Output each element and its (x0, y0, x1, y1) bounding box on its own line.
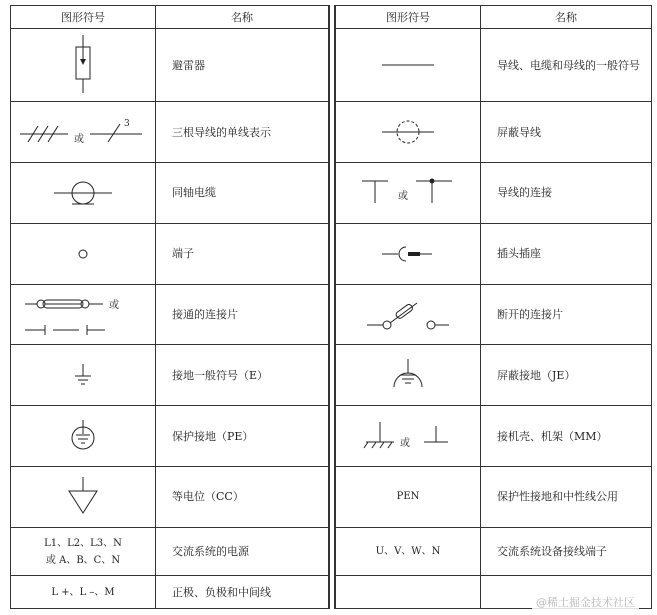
screened-conductor-icon (336, 102, 481, 163)
table-row (336, 29, 652, 102)
table-row (11, 467, 329, 528)
row-name: 断开的连接片 (481, 284, 652, 345)
watermark: @稀土掘金技术社区 (532, 593, 639, 611)
right-table (335, 5, 652, 609)
row-name: 正极、负极和中间线 (156, 576, 329, 609)
table-row (11, 576, 329, 609)
ac-supply-label (11, 527, 156, 576)
header-name: 名称 (481, 6, 652, 29)
ac-supply-line1: L1、L2、L3、N (44, 537, 122, 549)
table-row (11, 29, 329, 102)
terminal-marking-label: U、V、W、N (336, 527, 481, 576)
polarity-label: L +、L –、M (11, 576, 156, 609)
row-name: 导线的连接 (481, 163, 652, 224)
row-name: 等电位（CC） (156, 467, 329, 528)
row-name: 同轴电缆 (156, 163, 329, 224)
row-name: 屏蔽导线 (481, 102, 652, 163)
header-symbol: 图形符号 (336, 6, 481, 29)
row-name: 接地一般符号（E） (156, 345, 329, 406)
row-name: 插头插座 (481, 223, 652, 284)
terminal-icon (11, 223, 156, 284)
header-symbol: 图形符号 (11, 6, 156, 29)
plug-socket-icon (336, 223, 481, 284)
table-row (11, 527, 329, 576)
table-row (336, 527, 652, 576)
equipotential-icon (11, 467, 156, 528)
table-row (336, 406, 652, 467)
table-row (336, 223, 652, 284)
wire-count-label: 3 (123, 119, 130, 130)
header-row (11, 6, 329, 29)
three-wire-single-line-icon (11, 102, 156, 163)
or-label: 或 (398, 190, 408, 202)
table-row (11, 102, 329, 163)
or-label: 或 (109, 299, 119, 311)
ac-supply-line2: 或 A、B、C、N (45, 554, 121, 566)
table-row (336, 345, 652, 406)
table-row (11, 163, 329, 224)
screened-earth-icon (336, 345, 481, 406)
row-name: 保护性接地和中性线公用 (481, 467, 652, 528)
row-name: 保护接地（PE） (156, 406, 329, 467)
frame-chassis-icon (336, 406, 481, 467)
row-name: 交流系统设备接线端子 (481, 527, 652, 576)
table-row (336, 284, 652, 345)
closed-link-icon (11, 284, 156, 345)
row-name: 接机壳、机架（MM） (481, 406, 652, 467)
open-link-icon (336, 284, 481, 345)
header-row (336, 6, 652, 29)
row-name: 避雷器 (156, 29, 329, 102)
empty-cell (336, 576, 481, 609)
conductor-general-icon (336, 29, 481, 102)
or-label: 或 (73, 134, 84, 146)
row-name: 屏蔽接地（JE） (481, 345, 652, 406)
row-name: 导线、电缆和母线的一般符号 (481, 29, 652, 102)
table-row (336, 467, 652, 528)
conductor-junction-icon (336, 163, 481, 224)
table-row (336, 102, 652, 163)
lightning-arrester-icon (11, 29, 156, 102)
row-name: 三根导线的单线表示 (156, 102, 329, 163)
table-row (11, 345, 329, 406)
table-row (11, 406, 329, 467)
table-row (336, 163, 652, 224)
or-label: 或 (400, 438, 410, 450)
left-table (10, 5, 329, 609)
protective-earth-icon (11, 406, 156, 467)
pen-label: PEN (336, 467, 481, 528)
header-name: 名称 (156, 6, 329, 29)
symbol-table (10, 5, 652, 609)
row-name: 接通的连接片 (156, 284, 329, 345)
earth-general-icon (11, 345, 156, 406)
row-name: 交流系统的电源 (156, 527, 329, 576)
table-row (11, 223, 329, 284)
coaxial-cable-icon (11, 163, 156, 224)
row-name: 端子 (156, 223, 329, 284)
table-row (11, 284, 329, 345)
